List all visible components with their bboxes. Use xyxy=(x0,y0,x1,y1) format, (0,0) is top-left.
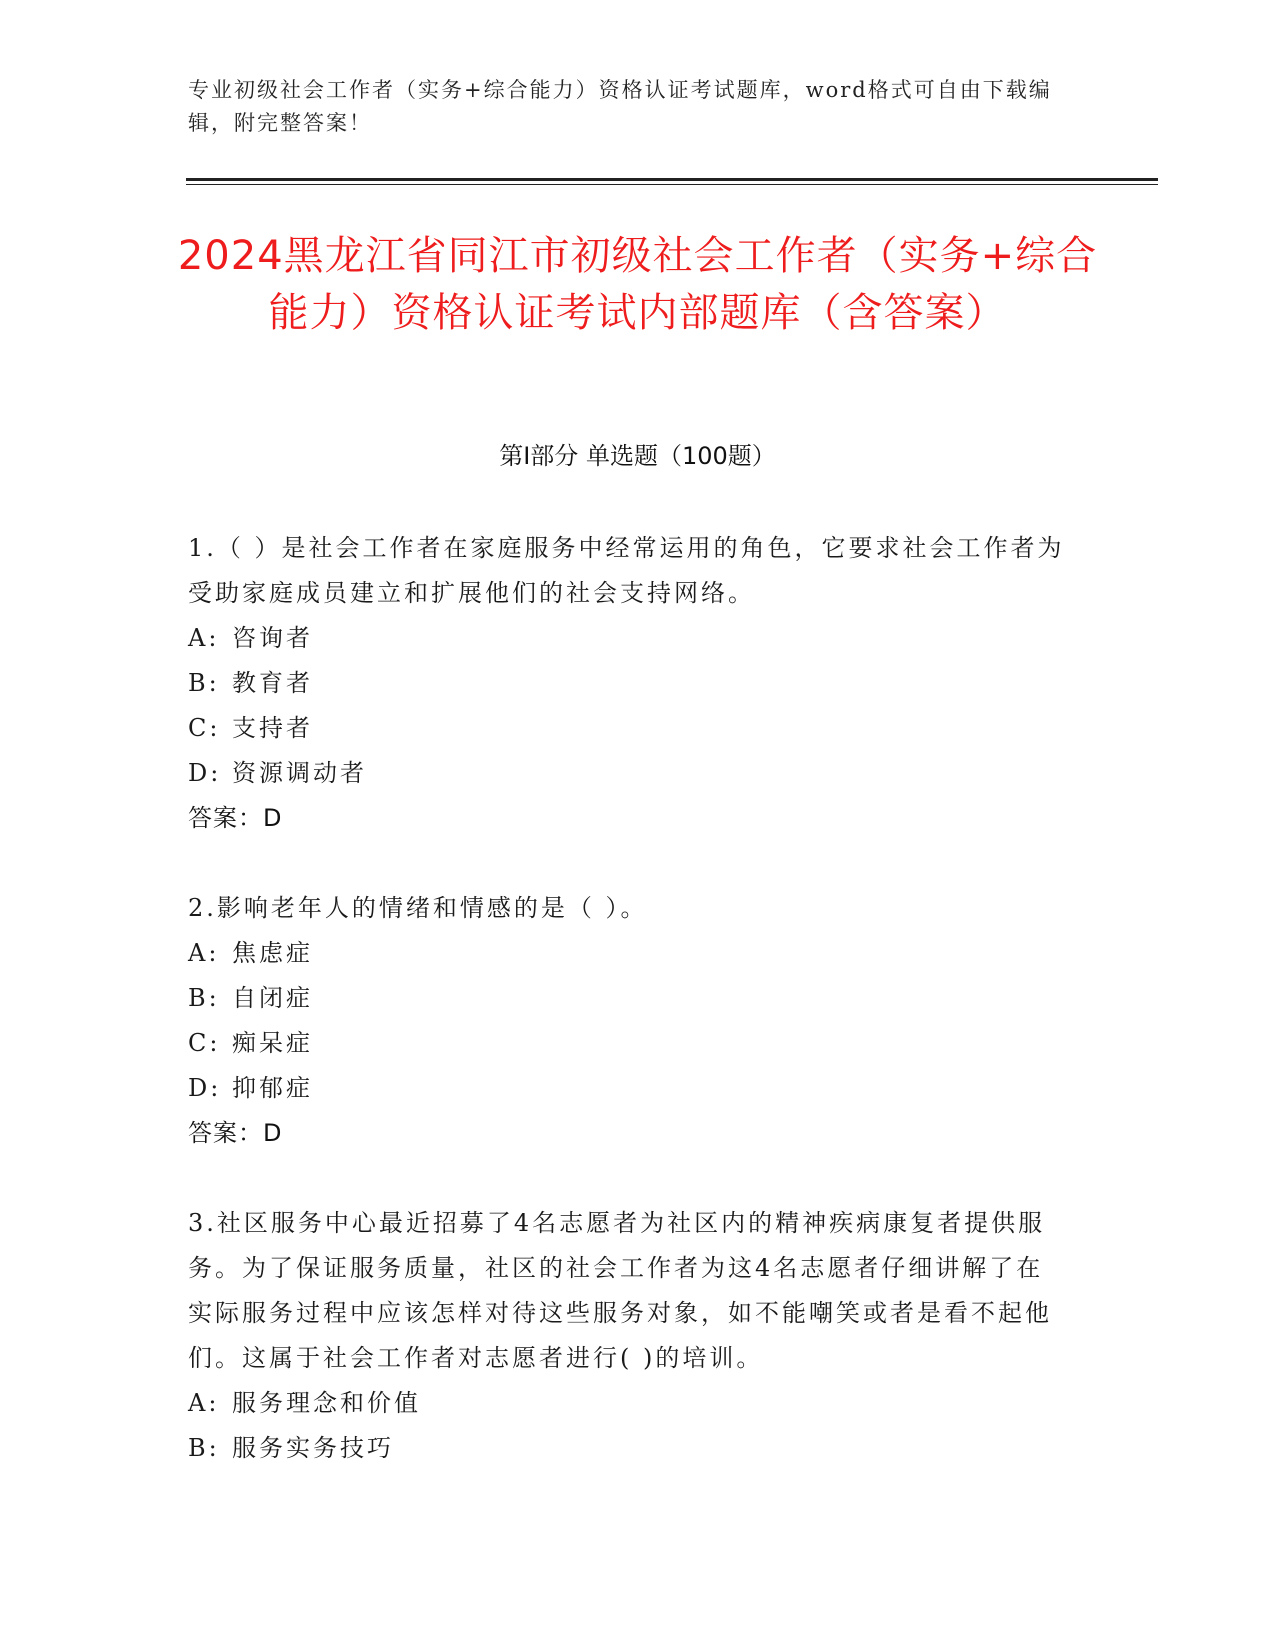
option-key: A: xyxy=(188,624,220,652)
option-key: D: xyxy=(188,759,222,787)
option-key: C: xyxy=(188,714,221,742)
option-text: 咨询者 xyxy=(232,624,313,652)
option-text: 服务实务技巧 xyxy=(232,1434,394,1462)
option-b xyxy=(188,976,1068,1021)
option-key: A: xyxy=(188,1389,220,1417)
section-heading: 第Ⅰ部分 单选题（100题） xyxy=(499,442,776,470)
option-b xyxy=(188,1426,1068,1471)
option-b xyxy=(188,661,1068,706)
option-c xyxy=(188,706,1068,751)
answer-line: 答案：D xyxy=(188,1119,283,1147)
option-key: C: xyxy=(188,1029,221,1057)
option-text: 教育者 xyxy=(232,669,313,697)
question-1 xyxy=(188,526,1068,841)
option-text: 支持者 xyxy=(232,714,313,742)
question-stem: 2.影响老年人的情绪和情感的是（ ）。 xyxy=(188,894,648,922)
option-text: 服务理念和价值 xyxy=(232,1389,421,1417)
header-divider-thin xyxy=(186,184,1158,185)
question-3 xyxy=(188,1201,1068,1471)
option-text: 自闭症 xyxy=(232,984,313,1012)
option-text: 痴呆症 xyxy=(232,1029,313,1057)
option-text: 抑郁症 xyxy=(232,1074,313,1102)
document-title: 2024黑龙江省同江市初级社会工作者（实务+综合能力）资格认证考试内部题库（含答案） xyxy=(177,233,1098,336)
question-list xyxy=(188,526,1068,1516)
question-stem: 3.社区服务中心最近招募了4名志愿者为社区内的精神疾病康复者提供服务。为了保证服务质量，社区的社会工作者为这4名志愿者仔细讲解了在实际服务过程中应该怎样对待这些服务对象，如不能嘲笑或者是看不起他们。这属于社会工作者对志愿者进行( )的培训。 xyxy=(188,1209,1052,1372)
page-header: 专业初级社会工作者（实务+综合能力）资格认证考试题库，word格式可自由下载编辑，附完整答案！ xyxy=(188,78,1052,135)
option-key: D: xyxy=(188,1074,222,1102)
option-d xyxy=(188,1066,1068,1111)
option-text: 焦虑症 xyxy=(232,939,313,967)
option-a xyxy=(188,931,1068,976)
option-a xyxy=(188,1381,1068,1426)
option-key: B: xyxy=(188,1434,220,1462)
option-key: B: xyxy=(188,984,220,1012)
option-c xyxy=(188,1021,1068,1066)
option-key: A: xyxy=(188,939,220,967)
option-a xyxy=(188,616,1068,661)
option-key: B: xyxy=(188,669,220,697)
question-2 xyxy=(188,886,1068,1156)
option-d xyxy=(188,751,1068,796)
question-stem: 1.（ ）是社会工作者在家庭服务中经常运用的角色，它要求社会工作者为受助家庭成员建立和扩展他们的社会支持网络。 xyxy=(188,534,1065,607)
answer-line: 答案：D xyxy=(188,804,283,832)
header-divider xyxy=(186,178,1158,181)
option-text: 资源调动者 xyxy=(232,759,367,787)
